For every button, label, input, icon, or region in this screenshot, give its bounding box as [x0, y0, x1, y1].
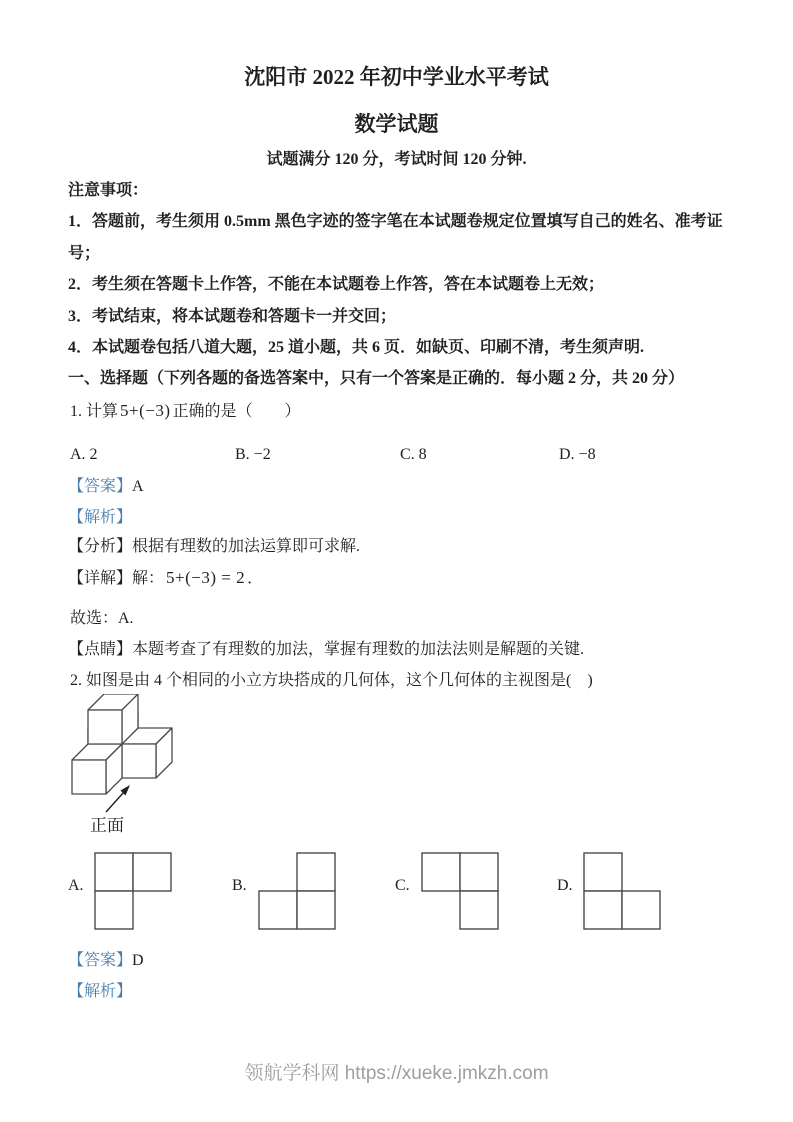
q2-option-figure-D: [583, 852, 663, 932]
exam-info: 试题满分 120 分，考试时间 120 分钟.: [266, 151, 527, 168]
answer-label: 【答案】: [68, 952, 133, 969]
q1-option-A: A. 2: [70, 446, 98, 463]
notice-line: 3．考试结束，将本试题卷和答题卡一并交回；: [68, 307, 397, 325]
q2-option-label-B: B.: [232, 877, 247, 894]
notice-line: 1．答题前，考生须用 0.5mm 黑色字迹的签字笔在本试题卷规定位置填写自己的姓名、准考证: [68, 213, 723, 230]
q2-option-label-D: D.: [557, 877, 573, 894]
footer: [0, 1062, 793, 1086]
cube-stack-figure: [66, 694, 186, 836]
q2-option-label-A: A.: [68, 877, 84, 894]
fenxi-text: 根据有理数的加法运算即可求解.: [132, 538, 361, 555]
notice-heading: 注意事项：: [68, 182, 149, 199]
xiangjie-prefix: 解：: [132, 570, 165, 587]
q1-answer-value: A: [132, 478, 144, 495]
answer-label: 【答案】: [68, 478, 133, 495]
q1-option-C: C. 8: [400, 446, 427, 463]
q2-option-label-C: C.: [395, 877, 410, 894]
q2-stem: 2. 如图是由 4 个相同的小立方块搭成的几何体，这个几何体的主视图是( ): [70, 672, 593, 689]
section1-heading: 一、选择题（下列各题的备选答案中，只有一个答案是正确的．每小题 2 分，共 20 分）: [68, 370, 685, 387]
q1-stem-math: 5+(−3): [120, 401, 171, 420]
xiangjie-label: 【详解】: [68, 570, 133, 587]
page-title: 沈阳市 2022 年初中学业水平考试: [244, 65, 549, 89]
q1-xiangjie-line: [68, 567, 263, 589]
q2-option-figure-C: [421, 852, 501, 932]
notice-line: 2．考生须在答题卡上作答，不能在本试题卷上作答，答在本试题卷上无效；: [68, 276, 605, 294]
xiangjie-math: 5+(−3) = 2: [166, 568, 246, 587]
dianjing-text: 本题考查了有理数的加法，掌握有理数的加法法则是解题的关键.: [132, 641, 585, 658]
fenxi-label: 【分析】: [68, 538, 133, 555]
front-direction-label: 正面: [90, 816, 124, 835]
footer-site-link[interactable]: 领航学科网 https://xueke.jmkzh.com: [244, 1063, 549, 1084]
q1-answer-line: [68, 477, 144, 497]
q1-option-B: B. −2: [235, 446, 271, 463]
dianjing-label: 【点睛】: [68, 641, 133, 658]
q1-stem: [70, 400, 301, 422]
q2-analysis-label: 【解析】: [68, 983, 133, 1000]
q1-analysis-label: 【解析】: [68, 509, 133, 526]
q1-stem-suffix: 正确的是（ ）: [172, 403, 301, 420]
q1-stem-prefix: 1. 计算: [70, 403, 119, 420]
q2-answer-line: [68, 951, 144, 971]
notice-line: 4．本试题卷包括八道大题，25 道小题，共 6 页．如缺页、印刷不清，考生须声明.: [68, 339, 645, 357]
notice-line: 号；: [68, 244, 101, 262]
q1-fenxi-line: [68, 537, 360, 557]
q2-option-figure-B: [258, 852, 338, 932]
page-subtitle: 数学试题: [354, 112, 439, 136]
q1-dianjing-line: [68, 640, 584, 660]
q1-option-D: D. −8: [559, 446, 596, 463]
q2-option-figure-A: [94, 852, 174, 932]
q2-answer-value: D: [132, 952, 144, 969]
xiangjie-suffix: ．: [247, 570, 264, 587]
q1-conclusion: 故选：A.: [70, 610, 134, 627]
